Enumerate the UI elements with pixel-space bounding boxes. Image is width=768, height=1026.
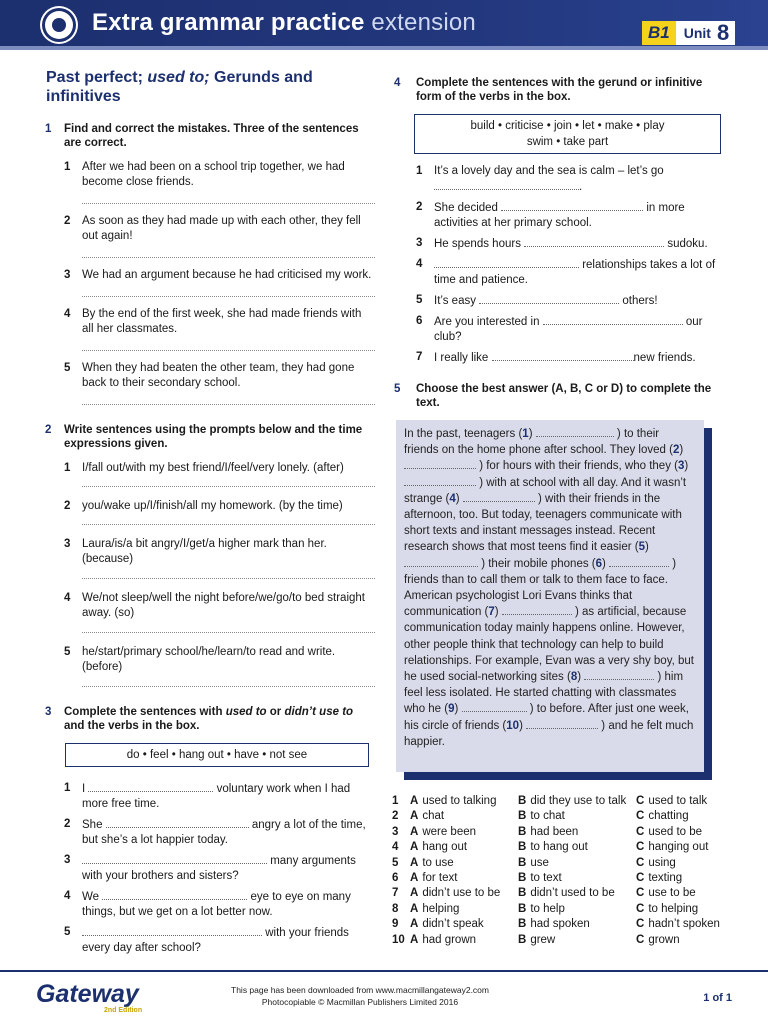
option-c[interactable]: C to helping	[636, 902, 699, 915]
answer-gap[interactable]	[106, 817, 249, 828]
exercise-item: 4 relationships takes a lot of time and patience.	[416, 258, 716, 286]
answer-gap[interactable]	[434, 257, 579, 268]
exercise-item: 5 he/start/primary school/he/learn/to read and write. (before)	[64, 646, 336, 673]
option-c[interactable]: C using	[636, 856, 676, 869]
option-c[interactable]: C hadn’t spoken	[636, 918, 720, 931]
passage-gap[interactable]	[462, 701, 527, 712]
answer-gap[interactable]	[82, 853, 267, 864]
exercise-item: 5 When they had beaten the other team, they had gone back to their secondary school.	[64, 362, 355, 389]
answer-gap[interactable]	[82, 925, 262, 936]
exercise-item: 5 It’s easy others!	[416, 294, 658, 307]
page-title: Extra grammar practice extension	[92, 9, 476, 36]
exercise-item: 6 Are you interested in our club?	[416, 315, 703, 343]
option-c[interactable]: C grown	[636, 933, 680, 946]
option-row: 7 A didn’t use to be B didn’t used to be C use to be	[392, 886, 727, 901]
exercise-item: 4 We/not sleep/well the night before/we/go/to bed straight away. (so)	[64, 592, 365, 619]
passage-gap[interactable]	[536, 426, 614, 437]
exercise-item: 2 As soon as they had made up with each other, they fell out again!	[64, 215, 361, 242]
exercise-1-items	[40, 160, 375, 405]
exercise-item: 3 Laura/is/a bit angry/I/get/a higher mark than her. (because)	[64, 538, 327, 565]
option-b[interactable]: B to help	[518, 902, 565, 915]
exercise-4-instruction: 4 Complete the sentences with the gerund or infinitive form of the verbs in the box.	[394, 77, 703, 103]
gear-icon	[45, 11, 73, 39]
option-row: 1 A used to talking B did they use to talk C used to talk	[392, 794, 727, 809]
passage-gap[interactable]	[609, 556, 669, 567]
exercise-item: 3 He spends hours sudoku.	[416, 237, 708, 250]
exercise-item: 1 I voluntary work when I had more free time.	[64, 782, 351, 810]
right-column	[392, 76, 727, 948]
unit-label: Unit	[676, 21, 717, 45]
option-b[interactable]: B didn’t used to be	[518, 887, 615, 900]
exercise-item: 1 It’s a lovely day and the sea is calm – let’s go .	[416, 165, 664, 193]
answer-gap[interactable]	[543, 314, 683, 325]
exercise-item: 4 By the end of the first week, she had made friends with all her classmates.	[64, 308, 362, 335]
passage-gap[interactable]	[404, 556, 478, 567]
option-c[interactable]: C hanging out	[636, 841, 709, 854]
exercise-3-items	[40, 781, 375, 956]
passage-text: In the past, teenagers (1) ) to their friends on the home phone after school. They loved (2) ) for hours with their friends, who they (3) ) with at school with all day. And it wasn’t strange (4) ) with their friends in the afternoon, too. But today, teenagers communicate with short texts and instant messages instead. Recent research shows that most teens find it easier (5) ) their mobile phones (6) ) friends than to call them or talk to them face to face. American psychologist Lori Evans thinks that communication (7) ) as artificial, because communication today mainly happens online. However, other people think that technology can help to build relationships. For example, Evan was a very shy boy, but he used social-networking sites (8) ) him feel less isolated. He started chatting with classmates who he (9) ) to before. After just one week, his circle of friends (10) ) and he felt much happier.	[396, 420, 704, 772]
left-column	[40, 68, 375, 956]
answer-gap[interactable]	[102, 889, 247, 900]
passage-gap[interactable]	[463, 491, 535, 502]
exercise-item: 2 you/wake up/I/finish/all my homework. (by the time)	[64, 500, 343, 512]
exercise-1-instruction: 1 Find and correct the mistakes. Three of the sentences are correct.	[45, 123, 359, 149]
unit-badge	[642, 21, 735, 45]
gateway-logo: Gateway	[36, 980, 139, 1008]
exercise-item: 1 After we had been on a school trip together, we had become close friends.	[64, 161, 345, 188]
option-c[interactable]: C texting	[636, 872, 683, 885]
option-a[interactable]: A had grown	[410, 933, 477, 946]
option-b[interactable]: B grew	[518, 933, 556, 946]
title-extension: extension	[371, 9, 476, 36]
unit-number: 8	[717, 21, 735, 45]
option-row: 3 A were been B had been C used to be	[392, 825, 727, 840]
option-b[interactable]: B use	[518, 856, 549, 869]
page-header	[0, 0, 768, 50]
exercise-3-instruction: 3 Complete the sentences with used to or didn’t use to and the verbs in the box.	[45, 706, 354, 732]
exercise-4-items	[392, 164, 727, 366]
word-box: do • feel • hang out • have • not see	[65, 743, 369, 767]
option-b[interactable]: B did they use to talk	[518, 795, 627, 807]
option-a[interactable]: A chat	[410, 810, 445, 823]
exercise-item: 7 I really like new friends.	[416, 351, 696, 364]
passage-gap[interactable]	[404, 458, 476, 469]
option-a[interactable]: A didn’t speak	[410, 918, 484, 931]
passage-gap[interactable]	[502, 604, 572, 615]
answer-gap[interactable]	[492, 350, 634, 361]
page-footer	[0, 970, 768, 1026]
passage-gap[interactable]	[526, 718, 598, 729]
option-row: 9 A didn’t speak B had spoken C hadn’t spoken	[392, 917, 727, 932]
exercise-item: 3 We had an argument because he had criticised my work.	[64, 269, 372, 281]
copyright-note: Photocopiable © Macmillan Publishers Limited 2016	[261, 997, 459, 1007]
page-number: 1 of 1	[703, 992, 732, 1004]
passage-gap[interactable]	[584, 669, 654, 680]
section-title: Past perfect; used to; Gerunds and infinitives	[46, 69, 313, 105]
option-row: 4 A hang out B to hang out C hanging out	[392, 840, 727, 855]
footer-note	[200, 984, 520, 1008]
exercise-item: 2 She angry a lot of the time, but she’s a lot happier today.	[64, 818, 366, 846]
exercise-item: 5 with your friends every day after school?	[64, 926, 349, 954]
answer-gap[interactable]	[479, 293, 619, 304]
exercise-item: 3 many arguments with your brothers and sisters?	[64, 854, 356, 882]
passage-gap[interactable]	[404, 475, 476, 486]
option-b[interactable]: B had spoken	[518, 918, 590, 931]
exercise-item: 1 I/fall out/with my best friend/I/feel/very lonely. (after)	[64, 462, 344, 474]
option-b[interactable]: B to chat	[518, 810, 565, 823]
option-c[interactable]: C used to be	[636, 825, 703, 838]
option-row: 6 A for text B to text C texting	[392, 871, 727, 886]
edition-label: 2nd Edition	[104, 1007, 143, 1014]
option-c[interactable]: C used to talk	[636, 795, 708, 807]
option-a[interactable]: A helping	[410, 902, 460, 915]
answer-gap[interactable]	[88, 781, 213, 792]
option-a[interactable]: A were been	[410, 825, 477, 838]
exercise-item: 4 We eye to eye on many things, but we get on a lot better now.	[64, 890, 351, 918]
option-a[interactable]: A hang out	[410, 841, 468, 854]
option-c[interactable]: C chatting	[636, 810, 689, 823]
option-row: 2 A chat B to chat C chatting	[392, 809, 727, 824]
exercise-2-items	[40, 461, 375, 687]
option-row: 5 A to use B use C using	[392, 856, 727, 871]
answer-gap[interactable]	[501, 200, 643, 211]
answer-gap[interactable]	[524, 236, 664, 247]
reading-passage	[396, 420, 712, 780]
exercise-item: 2 She decided in more activities at her primary school.	[416, 201, 685, 229]
option-b[interactable]: B to hang out	[518, 841, 588, 854]
option-a[interactable]: A for text	[410, 872, 458, 885]
word-box: build • criticise • join • let • make • play swim • take part	[414, 114, 721, 154]
option-row: 8 A helping B to help C to helping	[392, 902, 727, 917]
exercise-5-instruction: 5 Choose the best answer (A, B, C or D) to complete the text.	[394, 383, 712, 409]
option-b[interactable]: B to text	[518, 872, 562, 885]
download-note: This page has been downloaded from www.macmillangateway2.com	[231, 985, 489, 995]
exercise-2-instruction: 2 Write sentences using the prompts below and the time expressions given.	[45, 424, 363, 450]
option-a[interactable]: A didn’t use to be	[410, 887, 501, 900]
option-a[interactable]: A to use	[410, 856, 454, 869]
answer-options	[392, 794, 727, 948]
level-badge: B1	[642, 21, 676, 45]
option-row: 10 A had grown B grew C grown	[392, 933, 727, 948]
answer-gap[interactable]	[434, 179, 579, 190]
option-c[interactable]: C use to be	[636, 887, 696, 900]
option-a[interactable]: A used to talking	[410, 795, 497, 807]
option-b[interactable]: B had been	[518, 825, 579, 838]
